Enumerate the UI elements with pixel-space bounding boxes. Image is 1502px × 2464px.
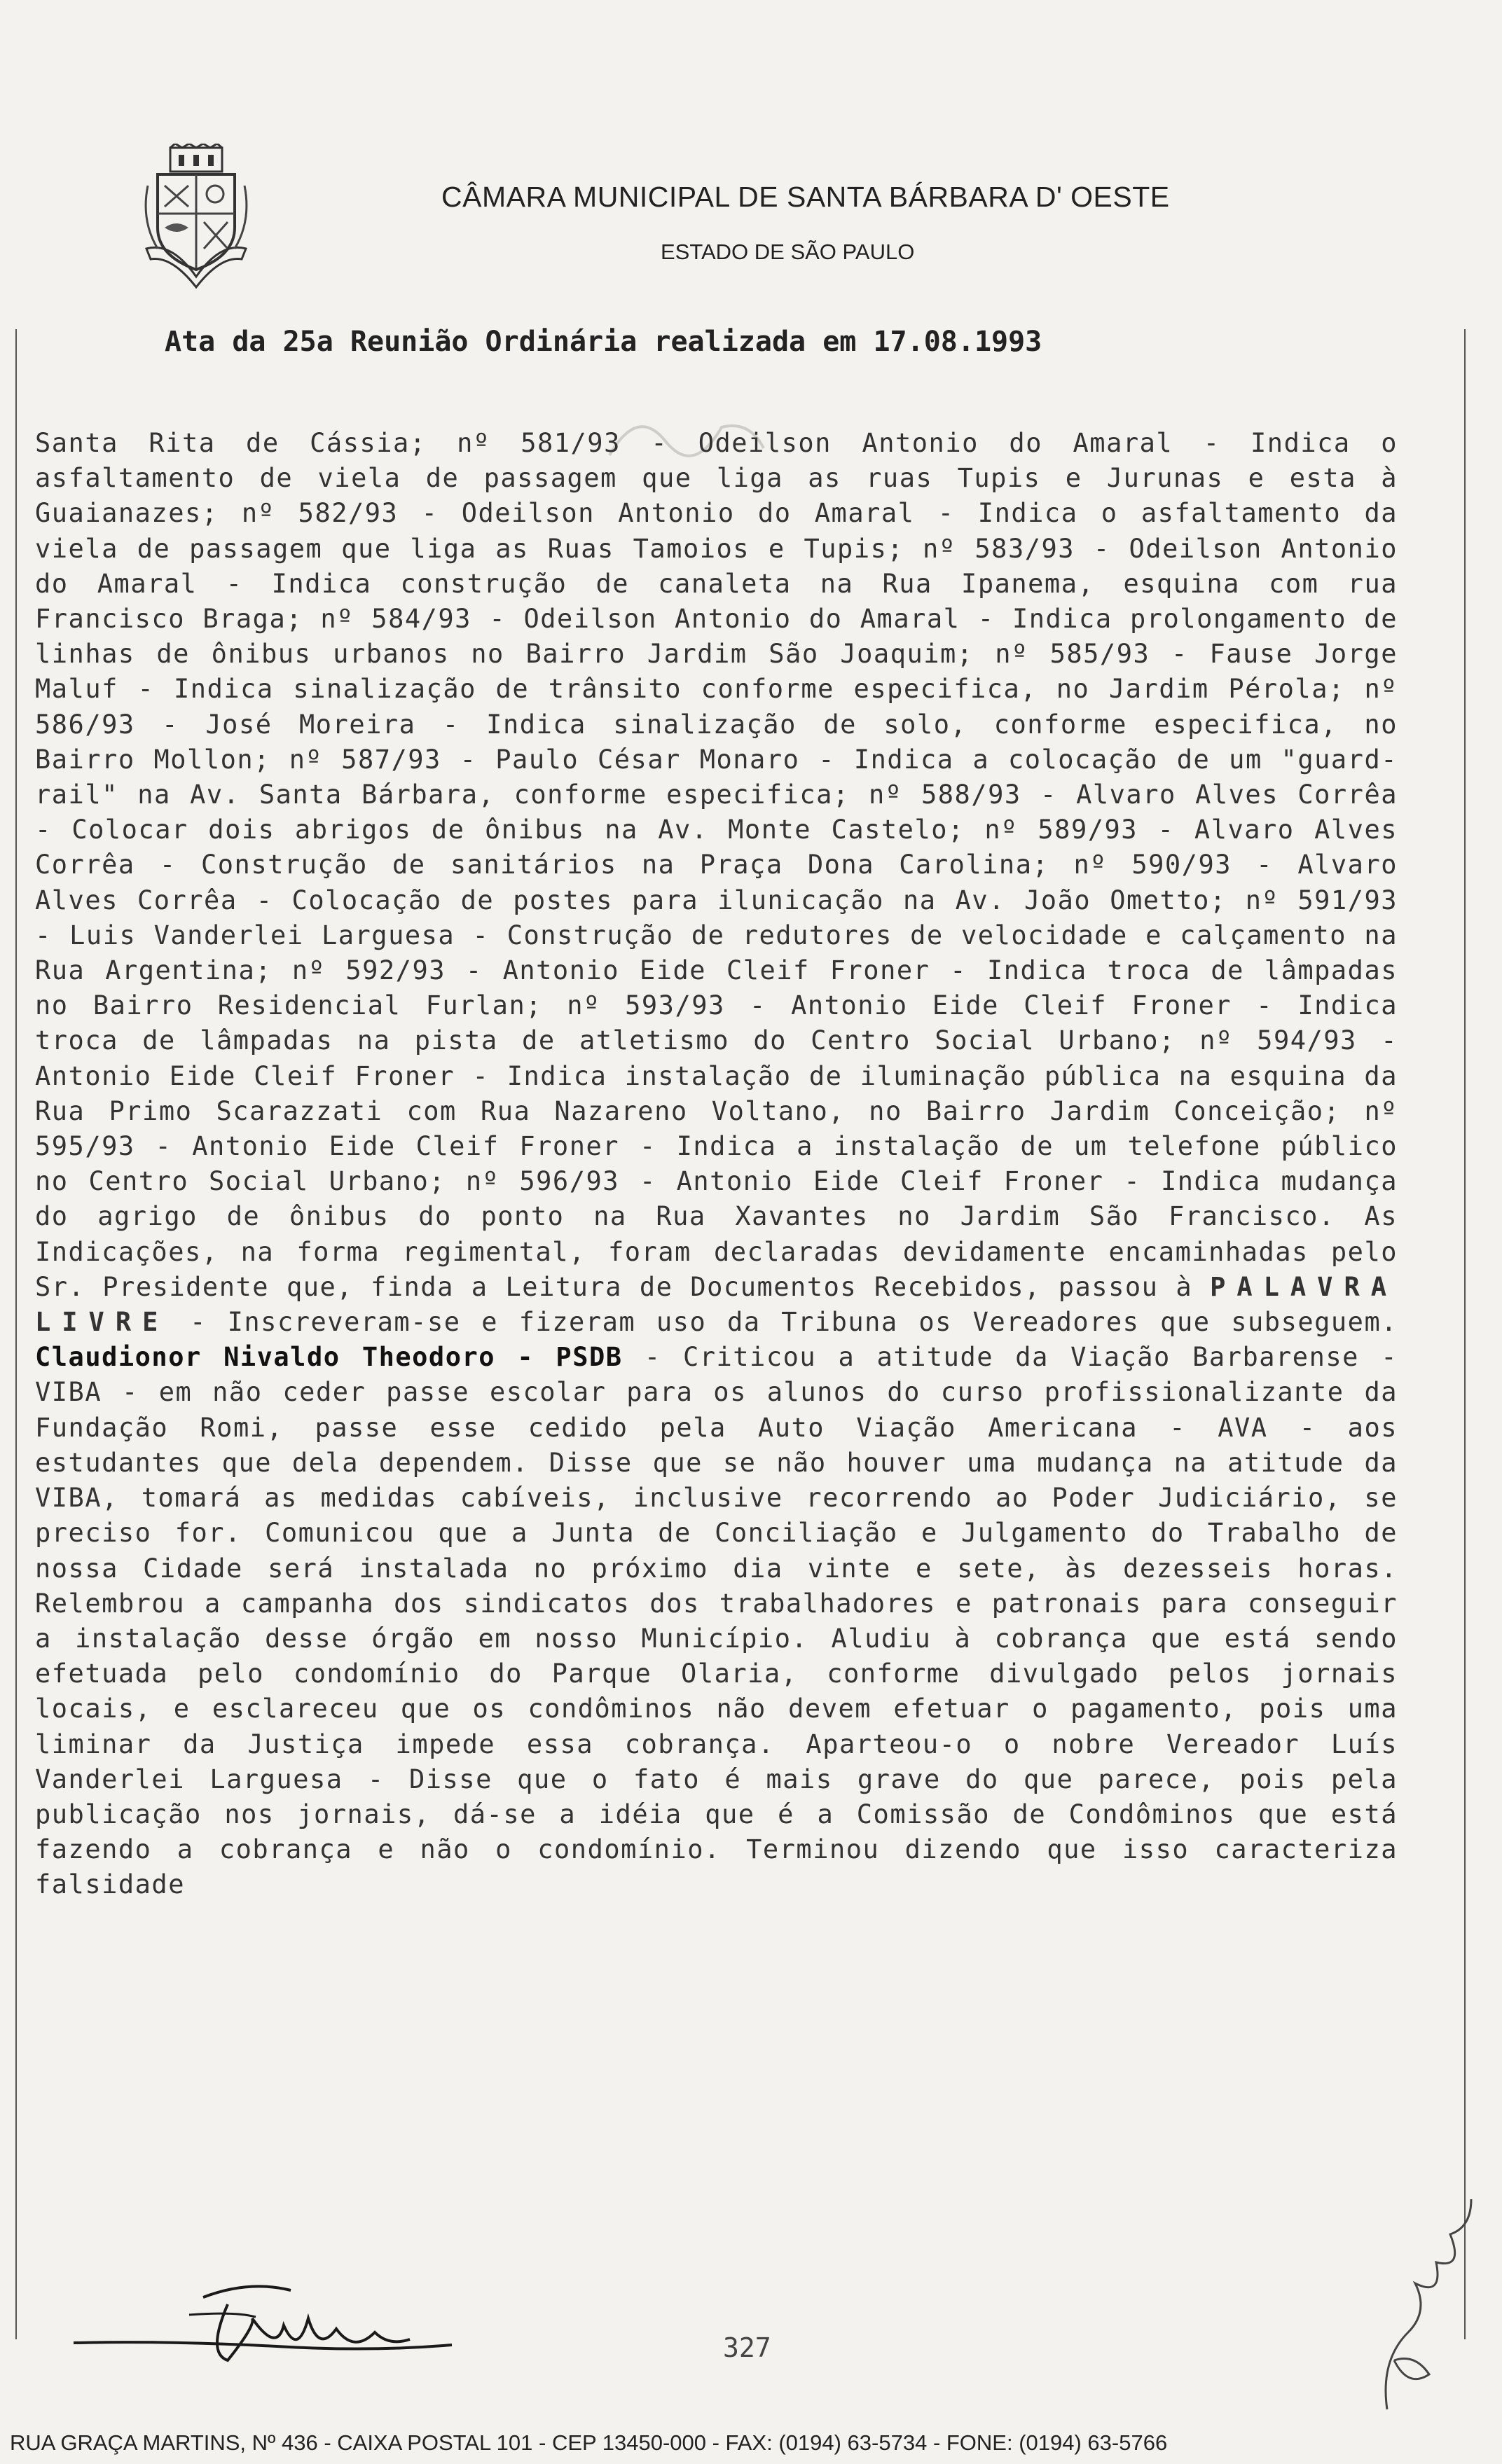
municipal-crest-icon	[144, 144, 249, 291]
page-number: 327	[723, 2332, 771, 2363]
minutes-body	[35, 426, 1398, 1903]
institution-name: CÂMARA MUNICIPAL DE SANTA BÁRBARA D' OESTE	[441, 181, 1170, 213]
speaker-name: Claudionor Nivaldo Theodoro - PSDB	[35, 1342, 623, 1373]
body-part-1: Santa Rita de Cássia; nº 581/93 - Odeilson Antonio do Amaral - Indica o asfaltamento de viela de passagem que liga as ruas Tupis e Jurunas e esta à Guaianazes; nº 582/93 - Odeilson Antonio do Amaral - Indica o asfaltamento da viela de passagem que liga as Ruas Tamoios e Tupis; nº 583/93 - Odeilson Antonio do Amaral - Indica construção de canaleta na Rua Ipanema, esquina com rua Francisco Braga; nº 584/93 - Odeilson Antonio do Amaral - Indica prolongamento de linhas de ônibus urbanos no Bairro Jardim São Joaquim; nº 585/93 - Fause Jorge Maluf - Indica sinalização de trânsito conforme especifica, no Jardim Pérola; nº 586/93 - José Moreira - Indica sinalização de solo, conforme especifica, no Bairro Mollon; nº 587/93 - Paulo César Monaro - Indica a colocação de um "guard-rail" na Av. Santa Bárbara, conforme especifica; nº 588/93 - Alvaro Alves Corrêa - Colocar dois abrigos de ônibus na Av. Monte Castelo; nº 589/93 - Alvaro Alves Corrêa - Construção de sanitários na Praça Dona Carolina; nº 590/93 - Alvaro Alves Corrêa - Colocação de postes para ilunicação na Av. João Ometto; nº 591/93 - Luis Vanderlei Larguesa - Construção de redutores de velocidade e calçamento na Rua Argentina; nº 592/93 - Antonio Eide Cleif Froner - Indica troca de lâmpadas no Bairro Residencial Furlan; nº 593/93 - Antonio Eide Cleif Froner - Indica troca de lâmpadas na pista de atletismo do Centro Social Urbano; nº 594/93 - Antonio Eide Cleif Froner - Indica instalação de iluminação pública na esquina da Rua Primo Scarazzati com Rua Nazareno Voltano, no Bairro Jardim Conceição; nº 595/93 - Antonio Eide Cleif Froner - Indica a instalação de um telefone público no Centro Social Urbano; nº 596/93 - Antonio Eide Cleif Froner - Indica mudança do agrigo de ônibus do ponto na Rua Xavantes no Jardim São Francisco. As Indicações, na forma regimental, foram declaradas devidamente encaminhadas pelo Sr. Presidente que, finda a Leitura de Documentos Recebidos, passou à	[35, 428, 1398, 1302]
signature-right-icon	[1366, 2185, 1485, 2423]
palavra-livre-heading: PALAVRA LIVRE	[35, 1271, 1398, 1338]
state-name: ESTADO DE SÃO PAULO	[661, 240, 915, 264]
body-part-2: - Inscreveram-se e fizeram uso da Tribuna os Vereadores que subseguem.	[190, 1307, 1398, 1338]
right-margin-line	[1464, 329, 1466, 2339]
footer-address: RUA GRAÇA MARTINS, Nº 436 - CAIXA POSTAL 101 - CEP 13450-000 - FAX: (0194) 63-5734 - FONE: (0194) 63-5766	[10, 2430, 1168, 2455]
document-title: Ata da 25a Reunião Ordinária realizada em 17.08.1993	[165, 326, 1042, 358]
signature-left-icon	[67, 2276, 459, 2367]
left-margin-line	[15, 329, 17, 2339]
body-part-3: - Criticou a atitude da Viação Barbarense - VIBA - em não ceder passe escolar para os alunos do curso profissionalizante da Fundação Romi, passe esse cedido pela Auto Viação Americana - AVA - aos estudantes que dela dependem. Disse que se não houver uma mudança na atitude da VIBA, tomará as medidas cabíveis, inclusive recorrendo ao Poder Judiciário, se preciso for. Comunicou que a Junta de Conciliação e Julgamento do Trabalho de nossa Cidade será instalada no próximo dia vinte e sete, às dezesseis horas. Relembrou a campanha dos sindicatos dos trabalhadores e patronais para conseguir a instalação desse órgão em nosso Município. Aludiu à cobrança que está sendo efetuada pelo condomínio do Parque Olaria, conforme divulgado pelos jornais locais, e esclareceu que os condôminos não devem efetuar o pagamento, pois uma liminar da Justiça impede essa cobrança. Aparteou-o o nobre Vereador Luís Vanderlei Larguesa - Disse que o fato é mais grave do que parece, pois pela publicação nos jornais, dá-se a idéia que é a Comissão de Condôminos que está fazendo a cobrança e não o condomínio. Terminou dizendo que isso caracteriza falsidade	[35, 1342, 1398, 1900]
